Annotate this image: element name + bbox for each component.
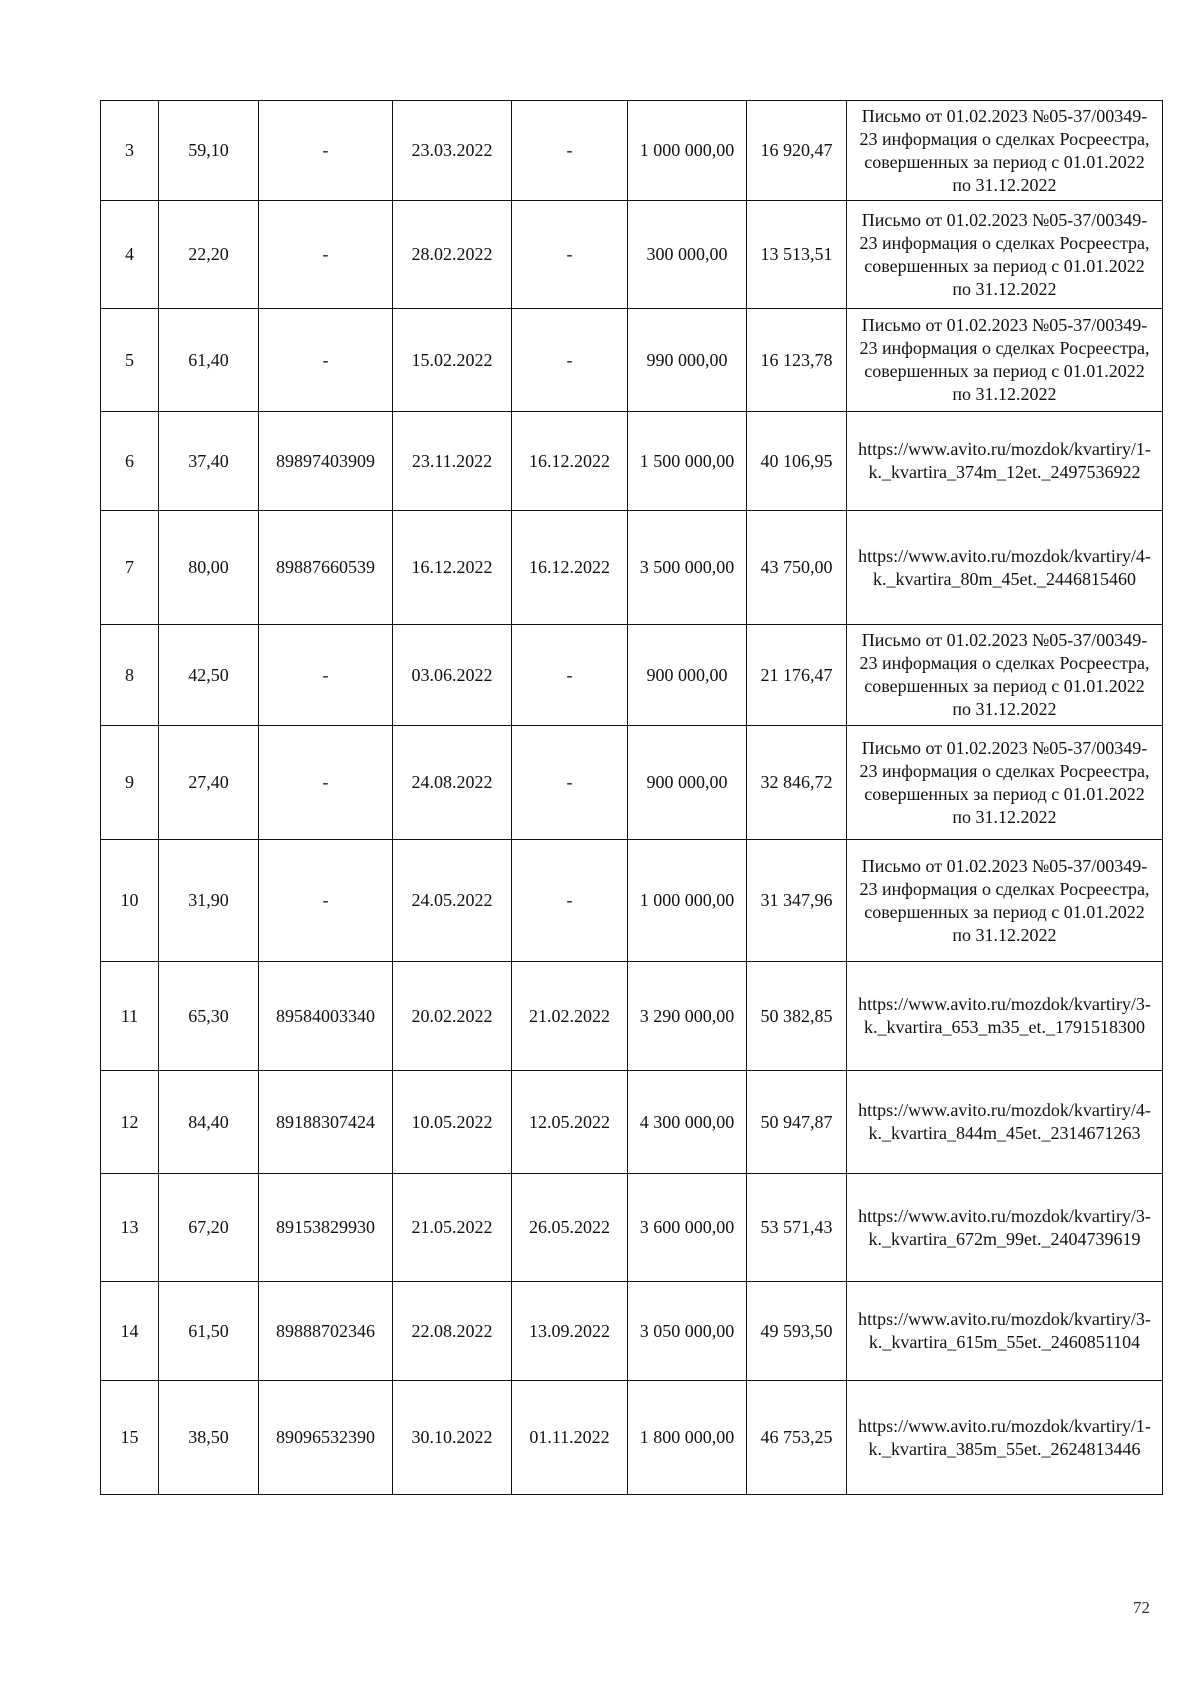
area-cell: 31,90 — [159, 840, 259, 962]
phone-cell: 89188307424 — [259, 1071, 393, 1174]
area-cell: 84,40 — [159, 1071, 259, 1174]
sale-date-cell: - — [512, 625, 628, 726]
price-cell: 1 000 000,00 — [628, 101, 747, 201]
price-cell: 900 000,00 — [628, 726, 747, 840]
table-row — [101, 412, 1163, 511]
phone-cell: 89888702346 — [259, 1282, 393, 1381]
table-row — [101, 962, 1163, 1071]
phone-cell: - — [259, 101, 393, 201]
listing-date-cell: 22.08.2022 — [393, 1282, 512, 1381]
area-cell: 65,30 — [159, 962, 259, 1071]
area-cell: 22,20 — [159, 201, 259, 309]
phone-cell: - — [259, 201, 393, 309]
sale-date-cell: - — [512, 201, 628, 309]
source-cell[interactable]: https://www.avito.ru/mozdok/kvartiry/3-k._kvartira_672m_99et._2404739619 — [847, 1174, 1163, 1282]
sale-date-cell: - — [512, 840, 628, 962]
sale-date-cell: - — [512, 309, 628, 412]
deals-table-body — [101, 101, 1163, 1495]
row-number-cell: 15 — [101, 1381, 159, 1495]
price-per-m2-cell: 53 571,43 — [747, 1174, 847, 1282]
price-cell: 3 050 000,00 — [628, 1282, 747, 1381]
sale-date-cell: 16.12.2022 — [512, 511, 628, 625]
area-cell: 61,40 — [159, 309, 259, 412]
source-cell: Письмо от 01.02.2023 №05-37/00349-23 информация о сделках Росреестра, совершенных за период с 01.01.2022 по 31.12.2022 — [847, 201, 1163, 309]
source-cell[interactable]: https://www.avito.ru/mozdok/kvartiry/1-k._kvartira_385m_55et._2624813446 — [847, 1381, 1163, 1495]
row-number-cell: 11 — [101, 962, 159, 1071]
source-cell: Письмо от 01.02.2023 №05-37/00349-23 информация о сделках Росреестра, совершенных за период с 01.01.2022 по 31.12.2022 — [847, 840, 1163, 962]
listing-date-cell: 20.02.2022 — [393, 962, 512, 1071]
price-per-m2-cell: 32 846,72 — [747, 726, 847, 840]
source-cell: Письмо от 01.02.2023 №05-37/00349-23 информация о сделках Росреестра, совершенных за период с 01.01.2022 по 31.12.2022 — [847, 309, 1163, 412]
price-per-m2-cell: 49 593,50 — [747, 1282, 847, 1381]
row-number-cell: 9 — [101, 726, 159, 840]
row-number-cell: 4 — [101, 201, 159, 309]
price-per-m2-cell: 50 382,85 — [747, 962, 847, 1071]
row-number-cell: 14 — [101, 1282, 159, 1381]
table-row — [101, 625, 1163, 726]
sale-date-cell: 26.05.2022 — [512, 1174, 628, 1282]
source-cell: Письмо от 01.02.2023 №05-37/00349-23 информация о сделках Росреестра, совершенных за период с 01.01.2022 по 31.12.2022 — [847, 726, 1163, 840]
area-cell: 67,20 — [159, 1174, 259, 1282]
phone-cell: 89153829930 — [259, 1174, 393, 1282]
table-row — [101, 1282, 1163, 1381]
price-per-m2-cell: 16 920,47 — [747, 101, 847, 201]
sale-date-cell: 13.09.2022 — [512, 1282, 628, 1381]
phone-cell: 89096532390 — [259, 1381, 393, 1495]
price-cell: 1 800 000,00 — [628, 1381, 747, 1495]
listing-date-cell: 24.05.2022 — [393, 840, 512, 962]
table-row — [101, 101, 1163, 201]
listing-date-cell: 30.10.2022 — [393, 1381, 512, 1495]
table-row — [101, 511, 1163, 625]
sale-date-cell: 01.11.2022 — [512, 1381, 628, 1495]
price-per-m2-cell: 40 106,95 — [747, 412, 847, 511]
area-cell: 42,50 — [159, 625, 259, 726]
price-per-m2-cell: 16 123,78 — [747, 309, 847, 412]
table-row — [101, 201, 1163, 309]
listing-date-cell: 28.02.2022 — [393, 201, 512, 309]
price-cell: 4 300 000,00 — [628, 1071, 747, 1174]
phone-cell: - — [259, 309, 393, 412]
listing-date-cell: 03.06.2022 — [393, 625, 512, 726]
area-cell: 27,40 — [159, 726, 259, 840]
sale-date-cell: - — [512, 726, 628, 840]
sale-date-cell: - — [512, 101, 628, 201]
phone-cell: 89897403909 — [259, 412, 393, 511]
area-cell: 61,50 — [159, 1282, 259, 1381]
price-cell: 1 000 000,00 — [628, 840, 747, 962]
sale-date-cell: 21.02.2022 — [512, 962, 628, 1071]
listing-date-cell: 10.05.2022 — [393, 1071, 512, 1174]
listing-date-cell: 24.08.2022 — [393, 726, 512, 840]
row-number-cell: 8 — [101, 625, 159, 726]
table-row — [101, 1174, 1163, 1282]
sale-date-cell: 12.05.2022 — [512, 1071, 628, 1174]
price-cell: 990 000,00 — [628, 309, 747, 412]
table-row — [101, 309, 1163, 412]
source-cell: Письмо от 01.02.2023 №05-37/00349-23 информация о сделках Росреестра, совершенных за период с 01.01.2022 по 31.12.2022 — [847, 101, 1163, 201]
listing-date-cell: 16.12.2022 — [393, 511, 512, 625]
row-number-cell: 6 — [101, 412, 159, 511]
price-cell: 3 290 000,00 — [628, 962, 747, 1071]
area-cell: 37,40 — [159, 412, 259, 511]
price-cell: 900 000,00 — [628, 625, 747, 726]
price-per-m2-cell: 50 947,87 — [747, 1071, 847, 1174]
deals-table — [100, 100, 1163, 1495]
row-number-cell: 10 — [101, 840, 159, 962]
page-number: 72 — [1133, 1598, 1150, 1617]
area-cell: 38,50 — [159, 1381, 259, 1495]
table-row — [101, 1071, 1163, 1174]
price-per-m2-cell: 13 513,51 — [747, 201, 847, 309]
table-row — [101, 726, 1163, 840]
phone-cell: - — [259, 726, 393, 840]
sale-date-cell: 16.12.2022 — [512, 412, 628, 511]
table-row — [101, 1381, 1163, 1495]
source-cell[interactable]: https://www.avito.ru/mozdok/kvartiry/3-k._kvartira_615m_55et._2460851104 — [847, 1282, 1163, 1381]
price-per-m2-cell: 43 750,00 — [747, 511, 847, 625]
phone-cell: - — [259, 625, 393, 726]
source-cell[interactable]: https://www.avito.ru/mozdok/kvartiry/3-k._kvartira_653_m35_et._1791518300 — [847, 962, 1163, 1071]
area-cell: 59,10 — [159, 101, 259, 201]
source-cell[interactable]: https://www.avito.ru/mozdok/kvartiry/4-k._kvartira_80m_45et._2446815460 — [847, 511, 1163, 625]
row-number-cell: 3 — [101, 101, 159, 201]
area-cell: 80,00 — [159, 511, 259, 625]
price-per-m2-cell: 46 753,25 — [747, 1381, 847, 1495]
listing-date-cell: 23.03.2022 — [393, 101, 512, 201]
phone-cell: - — [259, 840, 393, 962]
row-number-cell: 13 — [101, 1174, 159, 1282]
source-cell: Письмо от 01.02.2023 №05-37/00349-23 информация о сделках Росреестра, совершенных за период с 01.01.2022 по 31.12.2022 — [847, 625, 1163, 726]
price-per-m2-cell: 31 347,96 — [747, 840, 847, 962]
price-cell: 1 500 000,00 — [628, 412, 747, 511]
row-number-cell: 12 — [101, 1071, 159, 1174]
listing-date-cell: 15.02.2022 — [393, 309, 512, 412]
price-cell: 3 600 000,00 — [628, 1174, 747, 1282]
phone-cell: 89887660539 — [259, 511, 393, 625]
price-per-m2-cell: 21 176,47 — [747, 625, 847, 726]
row-number-cell: 5 — [101, 309, 159, 412]
table-row — [101, 840, 1163, 962]
price-cell: 300 000,00 — [628, 201, 747, 309]
source-cell[interactable]: https://www.avito.ru/mozdok/kvartiry/4-k._kvartira_844m_45et._2314671263 — [847, 1071, 1163, 1174]
phone-cell: 89584003340 — [259, 962, 393, 1071]
row-number-cell: 7 — [101, 511, 159, 625]
source-cell[interactable]: https://www.avito.ru/mozdok/kvartiry/1-k._kvartira_374m_12et._2497536922 — [847, 412, 1163, 511]
listing-date-cell: 23.11.2022 — [393, 412, 512, 511]
listing-date-cell: 21.05.2022 — [393, 1174, 512, 1282]
price-cell: 3 500 000,00 — [628, 511, 747, 625]
